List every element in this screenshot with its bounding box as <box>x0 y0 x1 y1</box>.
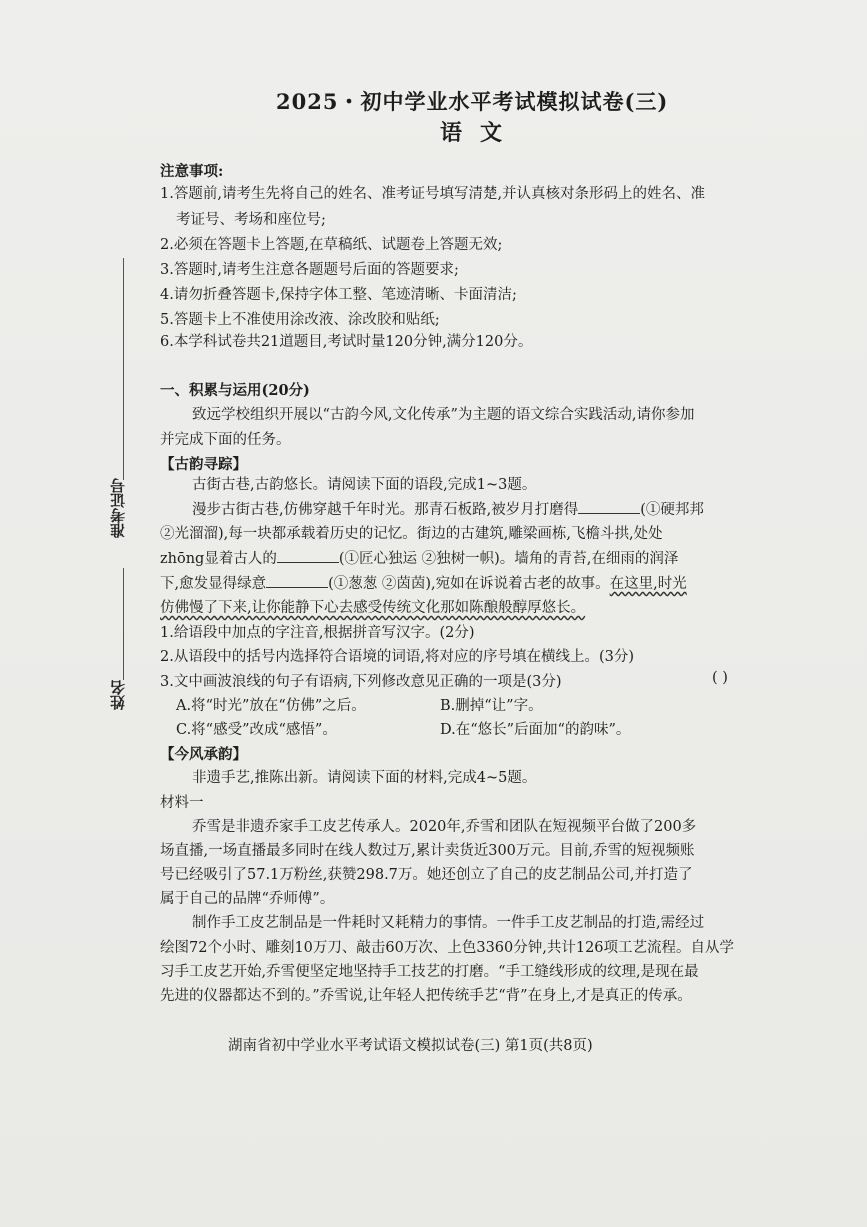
passage-line <box>192 498 704 519</box>
question-1: 1.给语段中加点的字注音,根据拼音写汉字。(2分) <box>160 625 475 641</box>
answer-blank[interactable] <box>277 548 339 563</box>
page-footer: 湖南省初中学业水平考试语文模拟试卷(三) 第1页(共8页) <box>228 1038 593 1054</box>
question-2: 2.从语段中的括号内选择符合语境的词语,将对应的序号填在横线上。(3分) <box>160 649 634 665</box>
material-line: 绘图72个小时、雕刻10万刀、敲击60万次、上色3360分钟,共计126项工艺流程。自从学 <box>160 940 735 956</box>
wavy-sentence: 在这里,时光 <box>609 576 687 592</box>
material-line: 属于自己的品牌“乔师傅”。 <box>160 891 335 907</box>
section-heading: 一、积累与运用(20分) <box>160 382 310 399</box>
exam-id-rule <box>123 258 124 480</box>
option-a: A.将“时光”放在“仿佛”之后。 <box>176 698 366 714</box>
wavy-sentence: 仿佛慢了下来,让你能静下心去感受传统文化那如陈酿般醇厚悠长。 <box>160 600 586 616</box>
notice-line: 考证号、考场和座位号; <box>176 212 326 228</box>
subject-title: 语文 <box>440 120 521 146</box>
notice-line: 1.答题前,请考生先将自己的姓名、准考证号填写清楚,并认真核对条形码上的姓名、准 <box>160 186 706 202</box>
notice-line: 2.必须在答题卡上答题,在草稿纸、试题卷上答题无效; <box>160 237 503 253</box>
part1-heading: 【古韵寻踪】 <box>160 456 247 473</box>
option-c: C.将“感受”改成“感悟”。 <box>176 722 337 738</box>
passage-line <box>160 547 678 568</box>
part2-intro: 非遗手艺,推陈出新。请阅读下面的材料,完成4~5题。 <box>192 770 537 786</box>
material-line: 习手工皮艺开始,乔雪便坚定地坚持手工技艺的打磨。“手工缝线形成的纹理,是现在最 <box>160 964 699 980</box>
exam-id-label: 准考证号 <box>109 478 127 538</box>
material-line: 先进的仪器都达不到的。”乔雪说,让年轻人把传统手艺“背”在身上,才是真正的传承。 <box>160 988 692 1004</box>
material-label: 材料一 <box>160 795 204 811</box>
passage-line: ②光溜溜),每一块都承载着历史的记忆。街边的古建筑,雕梁画栋,飞檐斗拱,处处 <box>160 526 663 542</box>
passage-text: 漫步古街古巷,仿佛穿越千年时光。那青石板路,被岁月打磨得 <box>192 502 579 518</box>
material-line: 制作手工皮艺制品是一件耗时又耗精力的事情。一件手工皮艺制品的打造,需经过 <box>192 915 705 931</box>
name-rule <box>123 568 124 680</box>
passage-line <box>160 572 687 593</box>
passage-text: zhōng显着古人的 <box>160 551 277 567</box>
notice-line: 5.答题卡上不准使用涂改液、涂改胶和贴纸; <box>160 312 440 328</box>
notice-line: 3.答题时,请考生注意各题题号后面的答题要求; <box>160 262 459 278</box>
passage-text: 下,愈发显得绿意 <box>160 576 267 592</box>
answer-paren[interactable]: ( ) <box>712 670 728 686</box>
section-intro: 致远学校组织开展以“古韵今风,文化传承”为主题的语文综合实践活动,请你参加 <box>192 407 695 423</box>
material-line: 场直播,一场直播最多同时在线人数过万,累计卖货近300万元。目前,乔雪的短视频账 <box>160 843 695 859</box>
part2-heading: 【今风承韵】 <box>160 746 247 763</box>
material-line: 乔雪是非遗乔家手工皮艺传承人。2020年,乔雪和团队在短视频平台做了200多 <box>192 819 697 835</box>
passage-text: (①硬邦邦 <box>640 502 704 518</box>
part1-intro: 古街古巷,古韵悠长。请阅读下面的语段,完成1~3题。 <box>192 477 537 493</box>
answer-blank[interactable] <box>266 573 328 588</box>
notice-line: 4.请勿折叠答题卡,保持字体工整、笔迹清晰、卡面清洁; <box>160 287 517 303</box>
notice-line: 6.本学科试卷共21道题目,考试时量120分钟,满分120分。 <box>160 334 533 350</box>
option-d: D.在“悠长”后面加“的韵味”。 <box>440 722 631 738</box>
passage-text: (①葱葱 ②茵茵),宛如在诉说着古老的故事。 <box>328 576 610 592</box>
option-b: B.删掉“让”字。 <box>440 698 543 714</box>
notice-heading: 注意事项: <box>160 163 224 180</box>
name-label: 姓名 <box>109 680 127 710</box>
material-line: 号已经吸引了57.1万粉丝,获赞298.7万。她还创立了自己的皮艺制品公司,并打造了 <box>160 867 693 883</box>
section-intro: 并完成下面的任务。 <box>160 432 291 448</box>
passage-text: (①匠心独运 ②独树一帜)。墙角的青苔,在细雨的润泽 <box>338 551 679 567</box>
exam-title: 2025・初中学业水平考试模拟试卷(三) <box>276 89 669 114</box>
question-3: 3.文中画波浪线的句子有语病,下列修改意见正确的一项是(3分) <box>160 674 562 690</box>
answer-blank[interactable] <box>578 499 640 514</box>
